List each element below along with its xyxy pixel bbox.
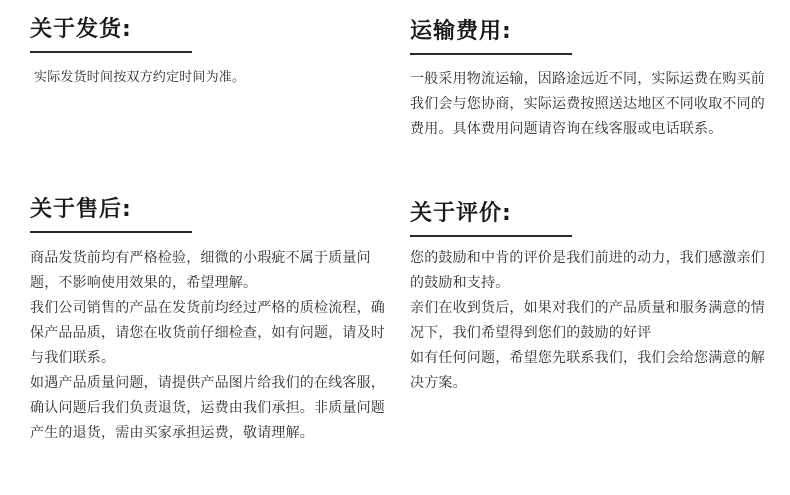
aftersale-title-underline [30,231,192,233]
freight-title-underline [410,53,572,55]
freight-section [410,17,765,142]
aftersale-body [30,246,390,446]
shipping-title: 关于发货: [30,17,132,42]
aftersale-title: 关于售后: [30,197,132,222]
review-paragraph-contact: 如有任何问题，希望您先联系我们，我们会给您满意的解决方案。 [410,350,765,391]
review-section [410,199,765,396]
review-body [410,246,765,396]
review-paragraph-satisfaction: 亲们在收到货后，如果对我们的产品质量和服务满意的情况下，我们希望得到您们的鼓励的好评 [410,300,765,341]
aftersale-paragraph-returns: 如遇产品质量问题，请提供产品图片给我们的在线客服，确认问题后我们负责退货，运费由我们承担。非质量问题产生的退货，需由买家承担运费，敬请理解。 [30,375,385,441]
review-title-underline [410,235,572,237]
review-paragraph-encouragement: 您的鼓励和中肯的评价是我们前进的动力，我们感激亲们的鼓励和支持。 [410,250,765,291]
freight-title: 运输费用: [410,19,512,44]
shipping-body [30,65,380,90]
review-title: 关于评价: [410,201,512,226]
shipping-title-underline [30,51,192,53]
aftersale-paragraph-inspection: 商品发货前均有严格检验，细微的小瑕疵不属于质量问题，不影响使用效果的，希望理解。 [30,250,371,291]
freight-body [410,67,765,142]
shipping-paragraph: 实际发货时间按双方约定时间为准。 [34,70,246,85]
aftersale-paragraph-quality-check: 我们公司销售的产品在发货前均经过严格的质检流程，确保产品品质，请您在收货前仔细检查，如有问题，请及时与我们联系。 [30,300,385,366]
freight-paragraph: 一般采用物流运输，因路途远近不同，实际运费在购买前我们会与您协商，实际运费按照送达地区不同收取不同的费用。具体费用问题请咨询在线客服或电话联系。 [410,71,765,137]
shipping-section [30,15,380,90]
aftersale-section [30,195,390,446]
